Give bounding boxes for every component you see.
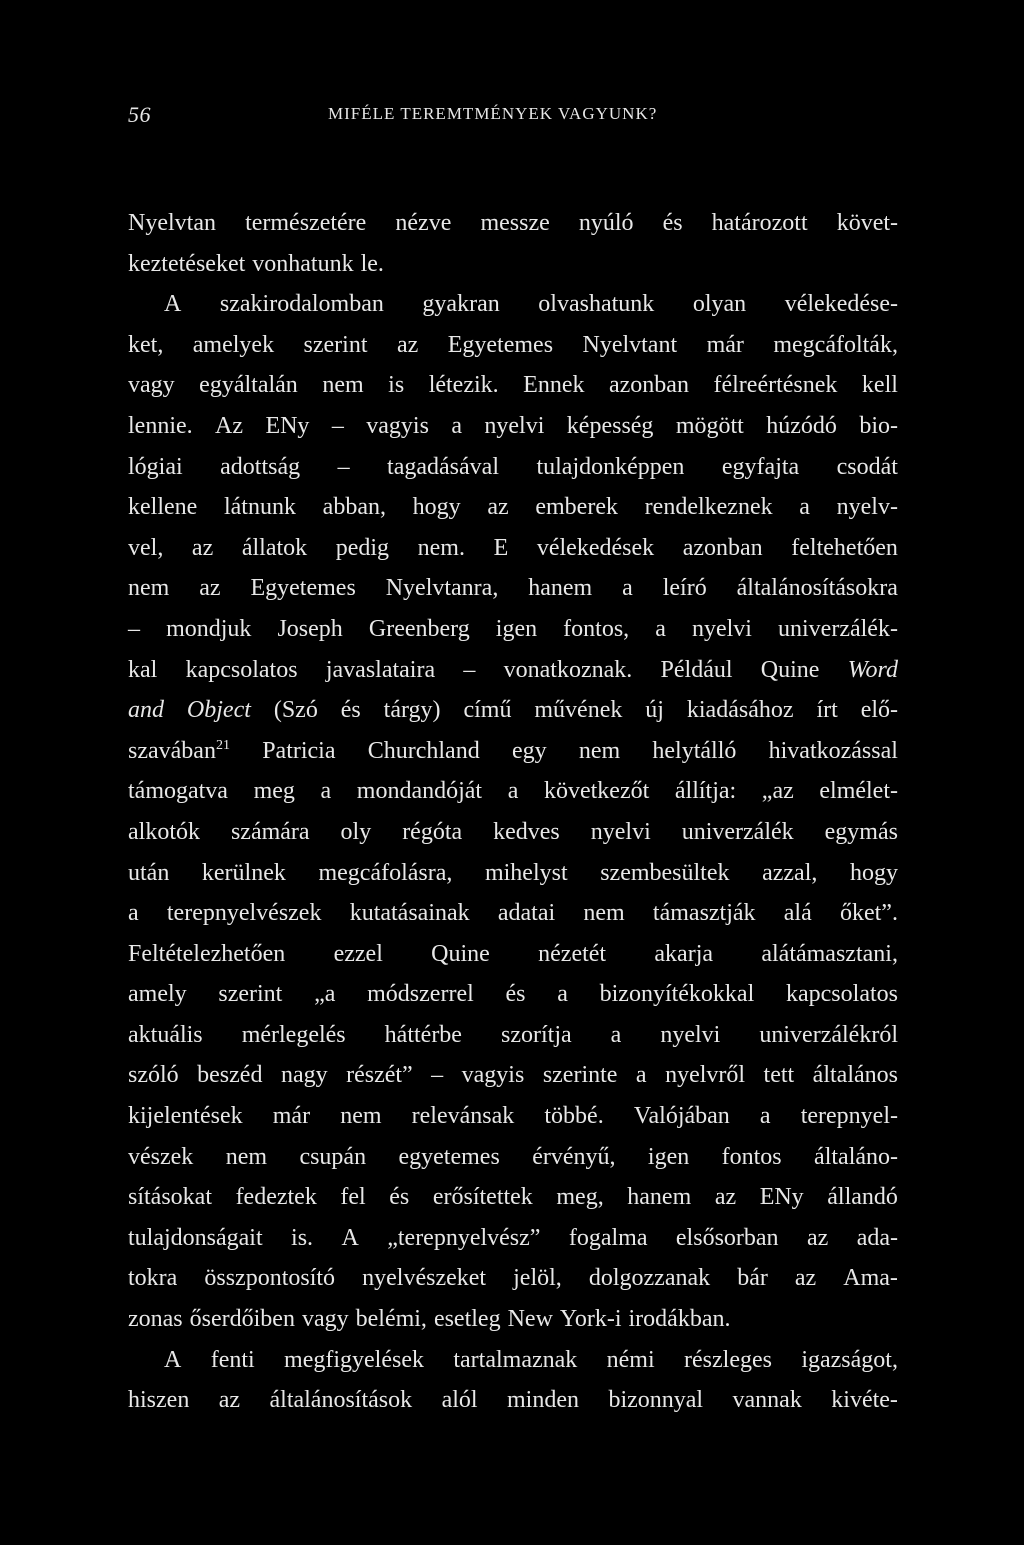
- word: félreértésnek: [713, 372, 838, 399]
- text-line: [128, 1380, 898, 1421]
- word: nyelvi: [484, 412, 545, 439]
- word: csodát: [836, 453, 898, 480]
- word: akarja: [654, 940, 714, 967]
- word: Az: [215, 412, 244, 439]
- text-line: [128, 1258, 898, 1299]
- word: is.: [291, 1224, 314, 1251]
- word: írt: [816, 697, 838, 724]
- word: már: [272, 1103, 311, 1130]
- word: általáno-: [814, 1143, 898, 1170]
- word: nyelvről: [665, 1062, 746, 1089]
- word: alá: [783, 900, 812, 927]
- text-line: [128, 812, 898, 853]
- word: „a: [314, 981, 336, 1008]
- word: olyan: [692, 291, 747, 318]
- word: vélekedése-: [784, 291, 898, 318]
- word: Quine: [760, 656, 820, 683]
- word: messze: [480, 210, 550, 236]
- word: dolgozzanak: [588, 1265, 711, 1292]
- word: a: [128, 900, 139, 927]
- word: tartalmaznak: [453, 1346, 578, 1373]
- word: belémi,: [355, 1306, 427, 1333]
- word: vagyis: [461, 1062, 525, 1089]
- word: Patricia: [262, 737, 336, 764]
- word: megcáfolták,: [773, 331, 898, 358]
- text-line: [128, 325, 898, 366]
- word: Quine: [431, 940, 490, 967]
- word: –: [463, 656, 476, 683]
- word: javaslataira: [325, 656, 436, 683]
- word: kal: [128, 656, 158, 683]
- word: hiszen: [128, 1387, 190, 1414]
- word: mérlegelés: [241, 1021, 346, 1048]
- word: általánosításokra: [736, 575, 898, 602]
- word: az: [218, 1387, 241, 1414]
- word: létezik.: [428, 372, 499, 399]
- word: a: [320, 778, 332, 805]
- word: állatok: [241, 534, 308, 561]
- word: szavában$^{21}$: [128, 737, 230, 764]
- word: New: [507, 1306, 553, 1333]
- word: Joseph: [277, 615, 343, 642]
- text-line: [128, 244, 898, 285]
- word: háttérbe: [384, 1021, 462, 1048]
- word: egyáltalán: [199, 372, 298, 399]
- word: adatai: [497, 900, 556, 927]
- word: nem: [583, 900, 625, 927]
- word: hogy: [849, 859, 898, 886]
- word: le.: [360, 250, 384, 277]
- word: tett: [763, 1062, 795, 1089]
- word: támogatva: [128, 778, 228, 805]
- word: jelöl,: [513, 1265, 562, 1292]
- word: gyakran: [422, 291, 500, 318]
- word: Egyetemes: [250, 575, 356, 602]
- word: és: [340, 697, 361, 724]
- word: érvényű,: [532, 1143, 616, 1170]
- word: Churchland: [367, 737, 480, 764]
- page-number: 56: [128, 102, 151, 127]
- word: mihelyst: [484, 859, 568, 886]
- word: elmélet-: [819, 778, 898, 805]
- word: egyfajta: [721, 453, 800, 480]
- word: ket,: [128, 331, 164, 358]
- word: rendelkeznek: [644, 494, 773, 521]
- word: mondandóját: [356, 778, 483, 805]
- text-line: [128, 406, 898, 447]
- word: vagy: [301, 1306, 349, 1333]
- word: és: [662, 210, 683, 236]
- word: az: [487, 494, 509, 521]
- word: kedves: [493, 818, 560, 845]
- word: többé.: [544, 1103, 604, 1130]
- word: keztetéseket: [128, 250, 246, 277]
- word: művének: [534, 697, 623, 724]
- word: hogy: [412, 494, 461, 521]
- word: „terepnyelvész”: [387, 1224, 541, 1251]
- word: Ennek: [523, 372, 585, 399]
- word: fogalma: [568, 1224, 648, 1251]
- word: számára: [230, 818, 310, 845]
- word: vélekedések: [536, 534, 655, 561]
- word: egyetemes: [398, 1143, 500, 1170]
- word: azonban: [609, 372, 689, 399]
- word: a: [507, 778, 519, 805]
- word: bio-: [859, 412, 898, 439]
- word: aktuális: [128, 1021, 203, 1048]
- word: követ-: [836, 210, 898, 236]
- word: tárgy): [383, 697, 441, 724]
- word: vel,: [128, 534, 164, 561]
- word: adottság: [220, 453, 301, 480]
- word: (Szó: [273, 697, 318, 724]
- word: egymás: [824, 818, 898, 845]
- word: csupán: [299, 1143, 367, 1170]
- word: nem: [578, 737, 621, 764]
- body-text: [128, 203, 898, 1421]
- word: némi: [606, 1346, 655, 1373]
- word: után: [128, 859, 170, 886]
- word: meg,: [556, 1184, 604, 1211]
- word: abban,: [322, 494, 386, 521]
- word: megcáfolásra,: [318, 859, 453, 886]
- page-header: [128, 100, 898, 132]
- word: hivatkozással: [768, 737, 898, 764]
- word: bár: [737, 1265, 768, 1292]
- word: tulajdonságait: [128, 1224, 263, 1251]
- text-line: [128, 568, 898, 609]
- word: általános: [812, 1062, 898, 1089]
- word: erősítettek: [432, 1184, 533, 1211]
- word: igen: [647, 1143, 690, 1170]
- word: szorítja: [501, 1021, 572, 1048]
- word: és: [505, 981, 526, 1008]
- word: szerint: [218, 981, 283, 1008]
- word: a: [610, 1021, 622, 1048]
- word: „az: [761, 778, 794, 805]
- word: az: [806, 1224, 829, 1251]
- word: alól: [441, 1387, 478, 1414]
- word: Word: [847, 656, 898, 683]
- word: Greenberg: [368, 615, 470, 642]
- word: határozott: [711, 210, 808, 236]
- word: alátámasztani,: [761, 940, 898, 967]
- word: a: [451, 412, 462, 439]
- word: fel: [340, 1184, 366, 1211]
- word: nézve: [395, 210, 452, 236]
- word: alkotók: [128, 818, 200, 845]
- word: and: [128, 697, 164, 724]
- word: fontos: [721, 1143, 782, 1170]
- word: relevánsak: [411, 1103, 515, 1130]
- word: ENy: [759, 1184, 804, 1211]
- word: hanem: [627, 1184, 692, 1211]
- word: meg: [253, 778, 295, 805]
- word: minden: [507, 1387, 580, 1414]
- text-line: [128, 487, 898, 528]
- word: tokra: [128, 1265, 178, 1292]
- word: látnunk: [223, 494, 296, 521]
- word: a: [635, 1062, 647, 1089]
- word: is: [388, 372, 405, 399]
- word: kiadásához: [686, 697, 794, 724]
- text-line: [128, 1218, 898, 1259]
- text-line: [128, 528, 898, 569]
- word: vagyis: [366, 412, 429, 439]
- word: az: [396, 331, 419, 358]
- word: fedeztek: [235, 1184, 317, 1211]
- text-line: [128, 1055, 898, 1096]
- word: fontos,: [563, 615, 630, 642]
- text-line: [128, 934, 898, 975]
- word: állítja:: [674, 778, 737, 805]
- word: –: [128, 615, 140, 642]
- word: York-i: [559, 1306, 622, 1333]
- text-line: [128, 1137, 898, 1178]
- word: amely: [128, 981, 187, 1008]
- word: című: [463, 697, 512, 724]
- word: vagy: [128, 372, 175, 399]
- word: lógiai: [128, 453, 183, 480]
- text-line: [128, 1096, 898, 1137]
- text-line: [128, 1340, 898, 1381]
- word: kell: [861, 372, 898, 399]
- word: hanem: [528, 575, 593, 602]
- word: azzal,: [762, 859, 818, 886]
- word: ezzel: [333, 940, 383, 967]
- word: régóta: [402, 818, 463, 845]
- word: olvashatunk: [538, 291, 655, 318]
- word: kijelentések: [128, 1103, 243, 1130]
- word: szakirodalomban: [219, 291, 384, 318]
- word: A: [164, 1346, 182, 1373]
- word: nyelvi: [691, 615, 752, 642]
- word: összpontosító: [204, 1265, 336, 1292]
- word: a: [557, 981, 568, 1008]
- word: természetére: [245, 210, 367, 236]
- word: szembesültek: [600, 859, 730, 886]
- word: zonas: [128, 1306, 183, 1333]
- word: bizonyítékokkal: [599, 981, 755, 1008]
- text-line: [128, 853, 898, 894]
- word: módszerrel: [367, 981, 474, 1008]
- text-line: [128, 1177, 898, 1218]
- word: leíró: [662, 575, 707, 602]
- word: nyelvészeket: [362, 1265, 487, 1292]
- word: kutatásainak: [349, 900, 470, 927]
- word: részét”: [346, 1062, 413, 1089]
- word: nézetét: [538, 940, 607, 967]
- text-line: [128, 690, 898, 731]
- word: a: [622, 575, 633, 602]
- word: azonban: [682, 534, 763, 561]
- word: Feltételezhetően: [128, 940, 286, 967]
- text-line: [128, 893, 898, 934]
- word: oly: [340, 818, 372, 845]
- word: új: [645, 697, 664, 724]
- running-head: MIFÉLE TEREMTMÉNYEK VAGYUNK?: [328, 104, 658, 123]
- word: vonatkoznak.: [503, 656, 633, 683]
- word: szerinte: [542, 1062, 618, 1089]
- word: képesség: [566, 412, 654, 439]
- word: terepnyelvészek: [166, 900, 322, 927]
- word: nyelv-: [836, 494, 898, 521]
- word: megfigyelések: [284, 1346, 424, 1373]
- word: őket”.: [839, 900, 898, 927]
- word: az: [199, 575, 221, 602]
- word: irodákban.: [628, 1306, 731, 1333]
- text-line: [128, 974, 898, 1015]
- word: szerint: [303, 331, 368, 358]
- word: bizonnyal: [608, 1387, 704, 1414]
- word: nem: [322, 372, 364, 399]
- word: őserdőiben: [189, 1306, 295, 1333]
- word: lennie.: [128, 412, 193, 439]
- word: a: [759, 1103, 771, 1130]
- word: helytálló: [652, 737, 737, 764]
- word: nyelvi: [660, 1021, 721, 1048]
- word: univerzálék-: [778, 615, 898, 642]
- word: amelyek: [192, 331, 275, 358]
- word: tagadásával: [387, 453, 499, 480]
- word: –: [331, 412, 344, 439]
- word: –: [431, 1062, 444, 1089]
- word: pedig: [335, 534, 390, 561]
- word: A: [341, 1224, 359, 1251]
- word: nem.: [417, 534, 465, 561]
- word: terepnyel-: [800, 1103, 898, 1130]
- word: Nyelvtanra,: [385, 575, 499, 602]
- word: Nyelvtan: [128, 210, 216, 236]
- word: kellene: [128, 494, 198, 521]
- word: kerülnek: [201, 859, 286, 886]
- text-line: [128, 447, 898, 488]
- word: az: [191, 534, 214, 561]
- word: mögött: [675, 412, 744, 439]
- word: Egyetemes: [447, 331, 554, 358]
- word: tulajdonképpen: [536, 453, 685, 480]
- word: és: [389, 1184, 410, 1211]
- word: igen: [495, 615, 538, 642]
- word: húzódó: [766, 412, 837, 439]
- word: univerzálékról: [759, 1021, 898, 1048]
- word: kapcsolatos: [185, 656, 298, 683]
- word: Ama-: [843, 1265, 898, 1292]
- word: a: [799, 494, 810, 521]
- word: univerzálék: [681, 818, 794, 845]
- word: vonhatunk: [252, 250, 354, 277]
- word: ENy: [265, 412, 310, 439]
- word: A: [164, 291, 182, 318]
- word: sításokat: [128, 1184, 212, 1211]
- word: a: [655, 615, 666, 642]
- word: az: [794, 1265, 817, 1292]
- word: támasztják: [652, 900, 756, 927]
- text-line: [128, 1299, 898, 1340]
- text-line: [128, 771, 898, 812]
- word: igazságot,: [801, 1346, 898, 1373]
- word: általánosítások: [269, 1387, 413, 1414]
- word: egy: [511, 737, 547, 764]
- word: nem: [225, 1143, 268, 1170]
- word: Valójában: [633, 1103, 730, 1130]
- word: Object: [186, 697, 251, 724]
- word: szóló: [128, 1062, 179, 1089]
- word: fenti: [210, 1346, 255, 1373]
- text-line: [128, 284, 898, 325]
- word: Nyelvtant: [582, 331, 678, 358]
- word: nagy: [280, 1062, 328, 1089]
- text-line: [128, 1015, 898, 1056]
- text-line: [128, 731, 898, 772]
- text-line: [128, 609, 898, 650]
- text-line: [128, 365, 898, 406]
- text-line: [128, 203, 898, 244]
- word: nyúló: [578, 210, 634, 236]
- word: részleges: [684, 1346, 772, 1373]
- word: feltehetően: [791, 534, 898, 561]
- word: elő-: [860, 697, 898, 724]
- word: ada-: [856, 1224, 898, 1251]
- word: az: [714, 1184, 737, 1211]
- word: Például: [660, 656, 733, 683]
- word: esetleg: [433, 1306, 501, 1333]
- word: kivéte-: [831, 1387, 898, 1414]
- word: emberek: [535, 494, 618, 521]
- word: E: [493, 534, 509, 561]
- word: vészek: [128, 1143, 194, 1170]
- word: már: [706, 331, 744, 358]
- word: nyelvi: [590, 818, 651, 845]
- word: mondjuk: [166, 615, 252, 642]
- text-line: [128, 650, 898, 691]
- word: nem: [340, 1103, 382, 1130]
- word: nem: [128, 575, 170, 602]
- word: következőt: [543, 778, 650, 805]
- word: elsősorban: [675, 1224, 779, 1251]
- word: kapcsolatos: [786, 981, 898, 1008]
- word: –: [337, 453, 350, 480]
- word: beszéd: [197, 1062, 263, 1089]
- word: vannak: [732, 1387, 802, 1414]
- word: állandó: [827, 1184, 898, 1211]
